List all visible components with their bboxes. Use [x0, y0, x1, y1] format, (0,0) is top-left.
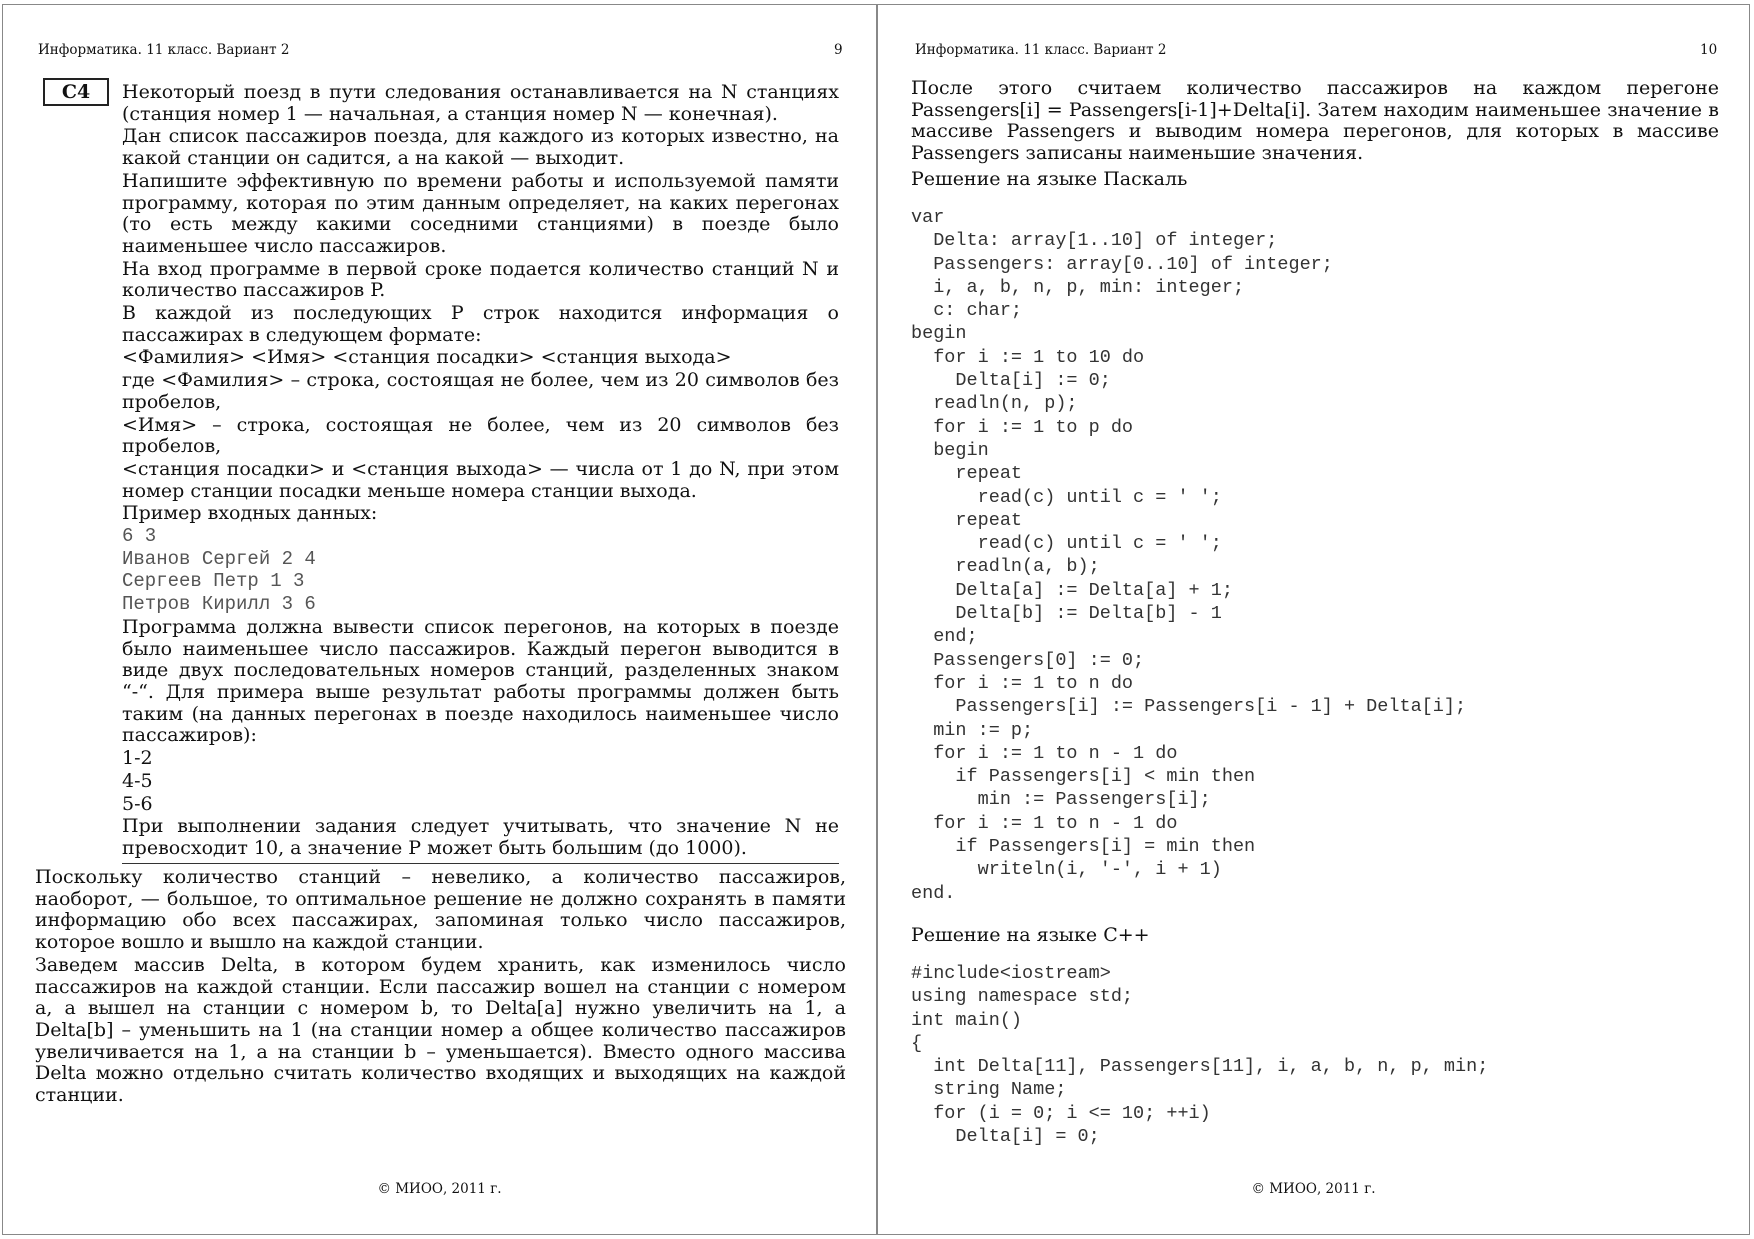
task-text: [122, 82, 839, 861]
cpp-code: #include<iostream> using namespace std; int main() { int Delta[11], Passengers[11], i, a, b, n, p, min; string Name; for (i = 0; i <= 10; ++i) Delta[i] = 0;: [911, 963, 1489, 1148]
format-line: <Фамилия> <Имя> <станция посадки> <станция выхода>: [122, 346, 732, 369]
page-number: 9: [834, 42, 843, 58]
sample-output-line: 5-6: [122, 792, 153, 815]
format-line: <Имя> – строка, состоящая не более, чем из 20 символов без пробелов,: [122, 413, 839, 458]
page-header: Информатика. 11 класс. Вариант 2: [915, 42, 1167, 58]
page-header: Информатика. 11 класс. Вариант 2: [38, 42, 290, 58]
pascal-code: var Delta: array[1..10] of integer; Passengers: array[0..10] of integer; i, a, b, n, p, min: integer; c: char; begin for i := 1 to 10 do Delta[i] := 0; readln(n, p); for i := 1 to p do begin repeat read(c) until c = ' '; repeat read(c) until c = ' '; readln(a, b); Delta[a] := Delta[a] + 1; Delta[b] := Delta[b] - 1 end; Passengers[0] := 0; for i := 1 to n do Passengers[i] := Passengers[i - 1] + Delta[i]; min := p; for i := 1 to n - 1 do if Passengers[i] < min then min := Passengers[i]; for i := 1 to n - 1 do if Passengers[i] = min then writeln(i, '-', i + 1) end.: [911, 207, 1467, 904]
page-footer: © МИОО, 2011 г.: [1251, 1181, 1376, 1197]
sample-input-line: Петров Кирилл 3 6: [122, 593, 316, 616]
intro-paragraph: После этого считаем количество пассажиров на каждом перегоне Passengers[i] = Passengers[i-1]+Delta[i]. Затем находим наименьшее значение в массиве Passengers и выводим номера перегонов, для которых в массиве Passengers записаны наименьшие значения.: [911, 77, 1719, 165]
task-note: При выполнении задания следует учитывать, что значение N не превосходит 10, а значение P может быть большим (до 1000).: [122, 815, 839, 859]
format-line: Пример входных данных:: [122, 502, 378, 525]
output-description: Программа должна вывести список перегонов, на которых в поезде было наименьшее число пассажиров. Каждый перегон выводится в виде двух последовательных номеров станций, разделенных знаком “-“. Для примера выше результат работы программы должен быть таким (на данных перегонах в поезде находилось наименьшее число пассажиров):: [122, 615, 839, 747]
task-paragraph: В каждой из последующих P строк находится информация о пассажирах в следующем формате:: [122, 302, 839, 346]
task-label: C4: [43, 78, 109, 106]
left-page: [2, 4, 877, 1235]
format-line: <станция посадки> и <станция выхода> — числа от 1 до N, при этом номер станции посадки меньше номера станции выхода.: [122, 457, 839, 502]
page-footer: © МИОО, 2011 г.: [377, 1181, 502, 1197]
right-page: [877, 4, 1750, 1235]
intro-text: [911, 78, 1719, 166]
page-number: 10: [1700, 42, 1718, 58]
explanation-paragraph: Заведем массив Delta, в котором будем хранить, как изменилось число пассажиров на каждой станции. Если пассажир вошел на станции с номером a, а вышел на станции с номером b, то Delta[a] нужно увеличить на 1, а Delta[b] – уменьшить на 1 (на станции номер a общее количество пассажиров увеличивается на 1, а на станции b – уменьшается). Вместо одного массива Delta можно отдельно считать количество входящих и выходящих на каждой станции.: [35, 953, 846, 1107]
explanation-paragraph: Поскольку количество станций – невелико, а количество пассажиров, наоборот, — большое, то оптимальное решение не должно сохранять в памяти информацию обо всех пассажирах, запоминая только число пассажиров, которое вошло и вышло на каждой станции.: [35, 866, 846, 954]
sample-input-line: 6 3: [122, 525, 157, 548]
cpp-heading: Решение на языке C++: [911, 924, 1150, 946]
task-paragraph: Напишите эффективную по времени работы и используемой памяти программу, которая по этим данным определяет, на каких перегонах (то есть между какими соседними станциями) в поезде было наименьшее число пассажиров.: [122, 169, 839, 257]
task-paragraph: Дан список пассажиров поезда, для каждого из которых известно, на какой станции он садится, а на какой — выходит.: [122, 125, 839, 170]
format-line: где <Фамилия> – строка, состоящая не более, чем из 20 символов без пробелов,: [122, 369, 839, 413]
pascal-heading: Решение на языке Паскаль: [911, 168, 1188, 190]
task-paragraph: Некоторый поезд в пути следования останавливается на N станциях (станция номер 1 — начальная, а станция номер N — конечная).: [122, 81, 839, 125]
solution-explanation: [35, 867, 846, 1108]
task-paragraph: На вход программе в первой сроке подается количество станций N и количество пассажиров P.: [122, 257, 839, 302]
divider: [122, 863, 839, 864]
sample-output-line: 1-2: [122, 747, 153, 770]
sample-output-line: 4-5: [122, 769, 153, 792]
sample-input-line: Сергеев Петр 1 3: [122, 570, 305, 593]
sample-input-line: Иванов Сергей 2 4: [122, 547, 316, 570]
